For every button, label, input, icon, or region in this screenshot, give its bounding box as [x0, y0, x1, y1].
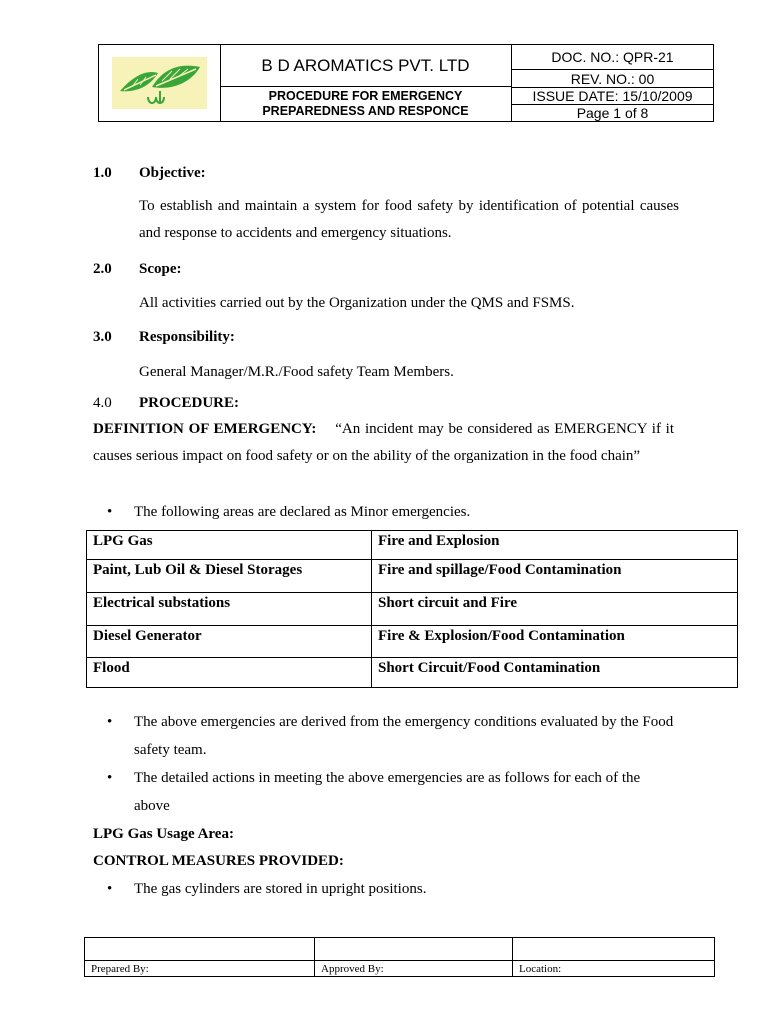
section-3-number: 3.0 [93, 329, 112, 345]
approved-by-label: Approved By: [321, 963, 384, 975]
table-row [87, 593, 738, 626]
bullet-cylinders: • The gas cylinders are stored in upright positions. [107, 881, 427, 897]
table-cell-area: Electrical substations [87, 593, 372, 626]
table-cell-area: Flood [87, 658, 372, 688]
table-cell-risk: Fire & Explosion/Food Contamination [372, 626, 738, 658]
revision-number: REV. NO.: 00 [512, 70, 713, 88]
definition-text: “An incident may be considered as EMERGENCY if it causes serious impact on food safety or on the ability of the organization in the food chain” [93, 421, 674, 464]
bullet-minor-emergencies: • The following areas are declared as Minor emergencies. [107, 504, 471, 520]
responsibility-text: General Manager/M.R./Food safety Team Members. [139, 364, 454, 380]
section-2-heading: Scope: [139, 261, 182, 277]
table-cell-risk: Fire and Explosion [372, 531, 738, 560]
section-2-number: 2.0 [93, 261, 112, 277]
section-3-heading: Responsibility: [139, 329, 235, 345]
table-cell-risk: Short circuit and Fire [372, 593, 738, 626]
signature-footer [84, 937, 715, 977]
company-name: B D AROMATICS PVT. LTD [220, 45, 512, 87]
table-cell-risk: Fire and spillage/Food Contamination [372, 560, 738, 593]
section-4-heading: PROCEDURE: [139, 395, 239, 411]
table-row [87, 626, 738, 658]
table-cell-risk: Short Circuit/Food Contamination [372, 658, 738, 688]
section-1-number: 1.0 [93, 165, 112, 181]
leaf-logo-icon [112, 57, 207, 109]
document-title [220, 87, 512, 121]
title-line-2: PREPAREDNESS AND RESPONCE [262, 104, 469, 118]
table-cell-area: Diesel Generator [87, 626, 372, 658]
doc-number: DOC. NO.: QPR-21 [512, 45, 713, 70]
table-row [87, 531, 738, 560]
section-4-number: 4.0 [93, 395, 112, 411]
section-1-heading: Objective: [139, 165, 206, 181]
table-cell-area: Paint, Lub Oil & Diesel Storages [87, 560, 372, 593]
bullet-actions: • The detailed actions in meeting the above emergencies are as follows for each of the above [107, 770, 641, 814]
control-measures-heading: CONTROL MEASURES PROVIDED: [93, 853, 344, 869]
table-row [87, 560, 738, 593]
bd-leaf-logo [112, 57, 207, 109]
objective-text: To establish and maintain a system for food safety by identification of potential causes and response to accidents and emergency situations. [139, 198, 679, 241]
document-header [98, 44, 714, 122]
definition-paragraph [93, 416, 674, 470]
minor-emergencies-table [86, 530, 738, 688]
prepared-by-label: Prepared By: [91, 963, 149, 975]
table-row [87, 658, 738, 688]
title-line-1: PROCEDURE FOR EMERGENCY [268, 89, 463, 103]
issue-date: ISSUE DATE: 15/10/2009 [512, 88, 713, 105]
table-cell-area: LPG Gas [87, 531, 372, 560]
definition-label: DEFINITION OF EMERGENCY: [93, 421, 317, 437]
scope-text: All activities carried out by the Organization under the QMS and FSMS. [139, 295, 575, 311]
location-label: Location: [519, 963, 562, 975]
page-number: Page 1 of 8 [576, 105, 649, 121]
logo-cell [99, 45, 221, 121]
lpg-heading: LPG Gas Usage Area: [93, 826, 234, 842]
bullet-derived: • The above emergencies are derived from the emergency conditions evaluated by the Food safety team. [107, 714, 674, 758]
